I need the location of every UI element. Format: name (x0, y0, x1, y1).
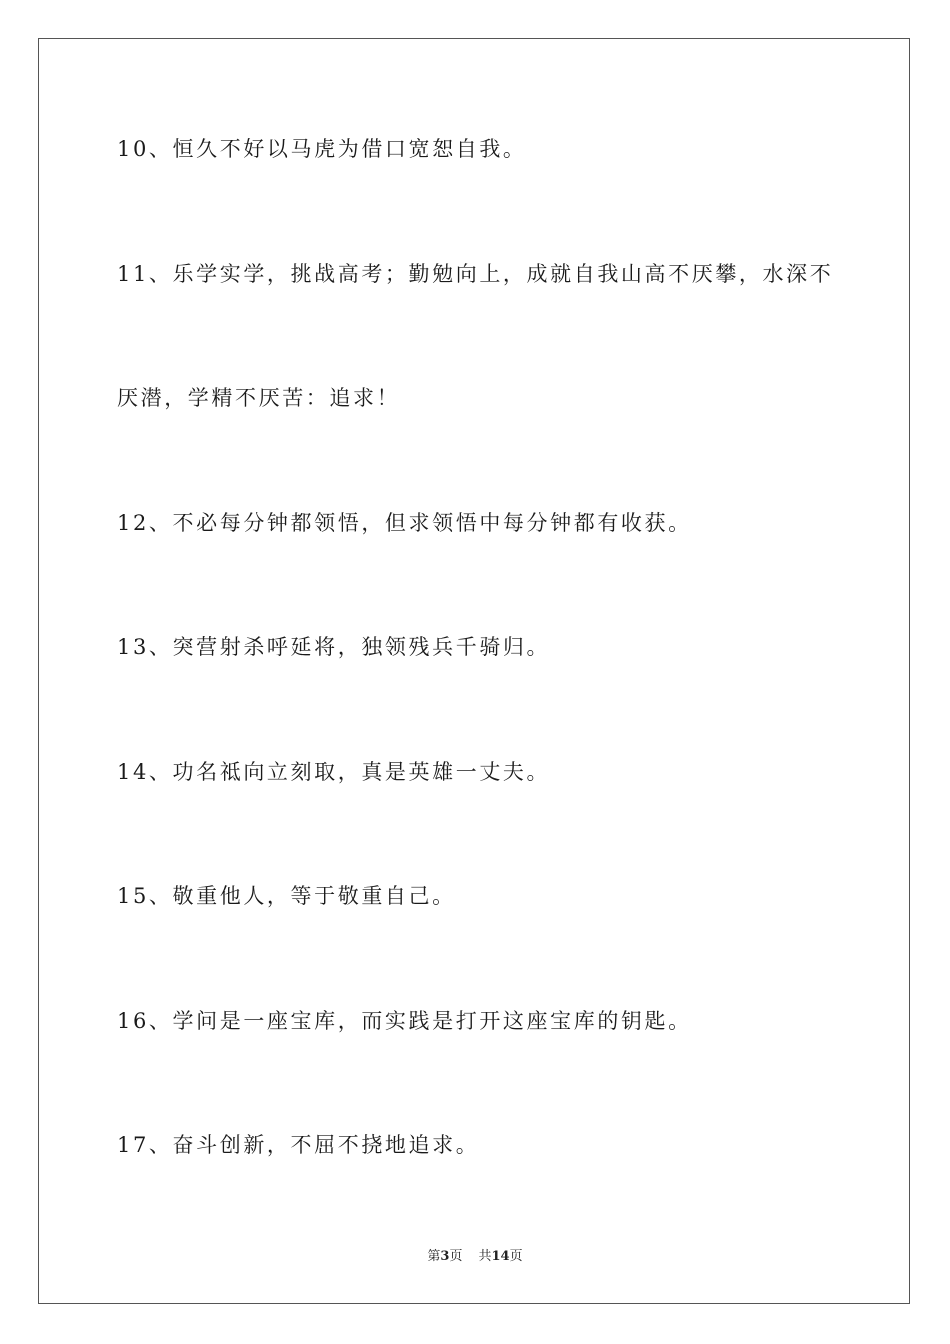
text-line-14: 14、功名祗向立刻取，真是英雄一丈夫。 (117, 760, 551, 784)
text-line-10: 10、恒久不好以马虎为借口宽恕自我。 (117, 137, 527, 161)
total-suffix: 页 (509, 1249, 523, 1264)
text-line-11-continued: 厌潜，学精不厌苦：追求！ (117, 386, 401, 410)
page-prefix: 第 (427, 1249, 441, 1264)
page-frame (38, 38, 910, 1304)
text-line-16: 16、学问是一座宝库，而实践是打开这座宝库的钥匙。 (117, 1009, 692, 1033)
text-line-12: 12、不必每分钟都领悟，但求领悟中每分钟都有收获。 (117, 511, 692, 535)
total-prefix: 共 (478, 1249, 492, 1264)
total-page-number: 14 (491, 1249, 510, 1264)
text-line-11: 11、乐学实学，挑战高考；勤勉向上，成就自我山高不厌攀，水深不 (117, 262, 834, 286)
text-line-13: 13、突营射杀呼延将，独领残兵千骑归。 (117, 635, 551, 659)
page-suffix: 页 (449, 1249, 463, 1264)
text-line-17: 17、奋斗创新，不屈不挠地追求。 (117, 1133, 480, 1157)
current-page-number: 3 (440, 1249, 450, 1264)
text-line-15: 15、敬重他人，等于敬重自己。 (117, 884, 456, 908)
page-footer (0, 1250, 950, 1263)
